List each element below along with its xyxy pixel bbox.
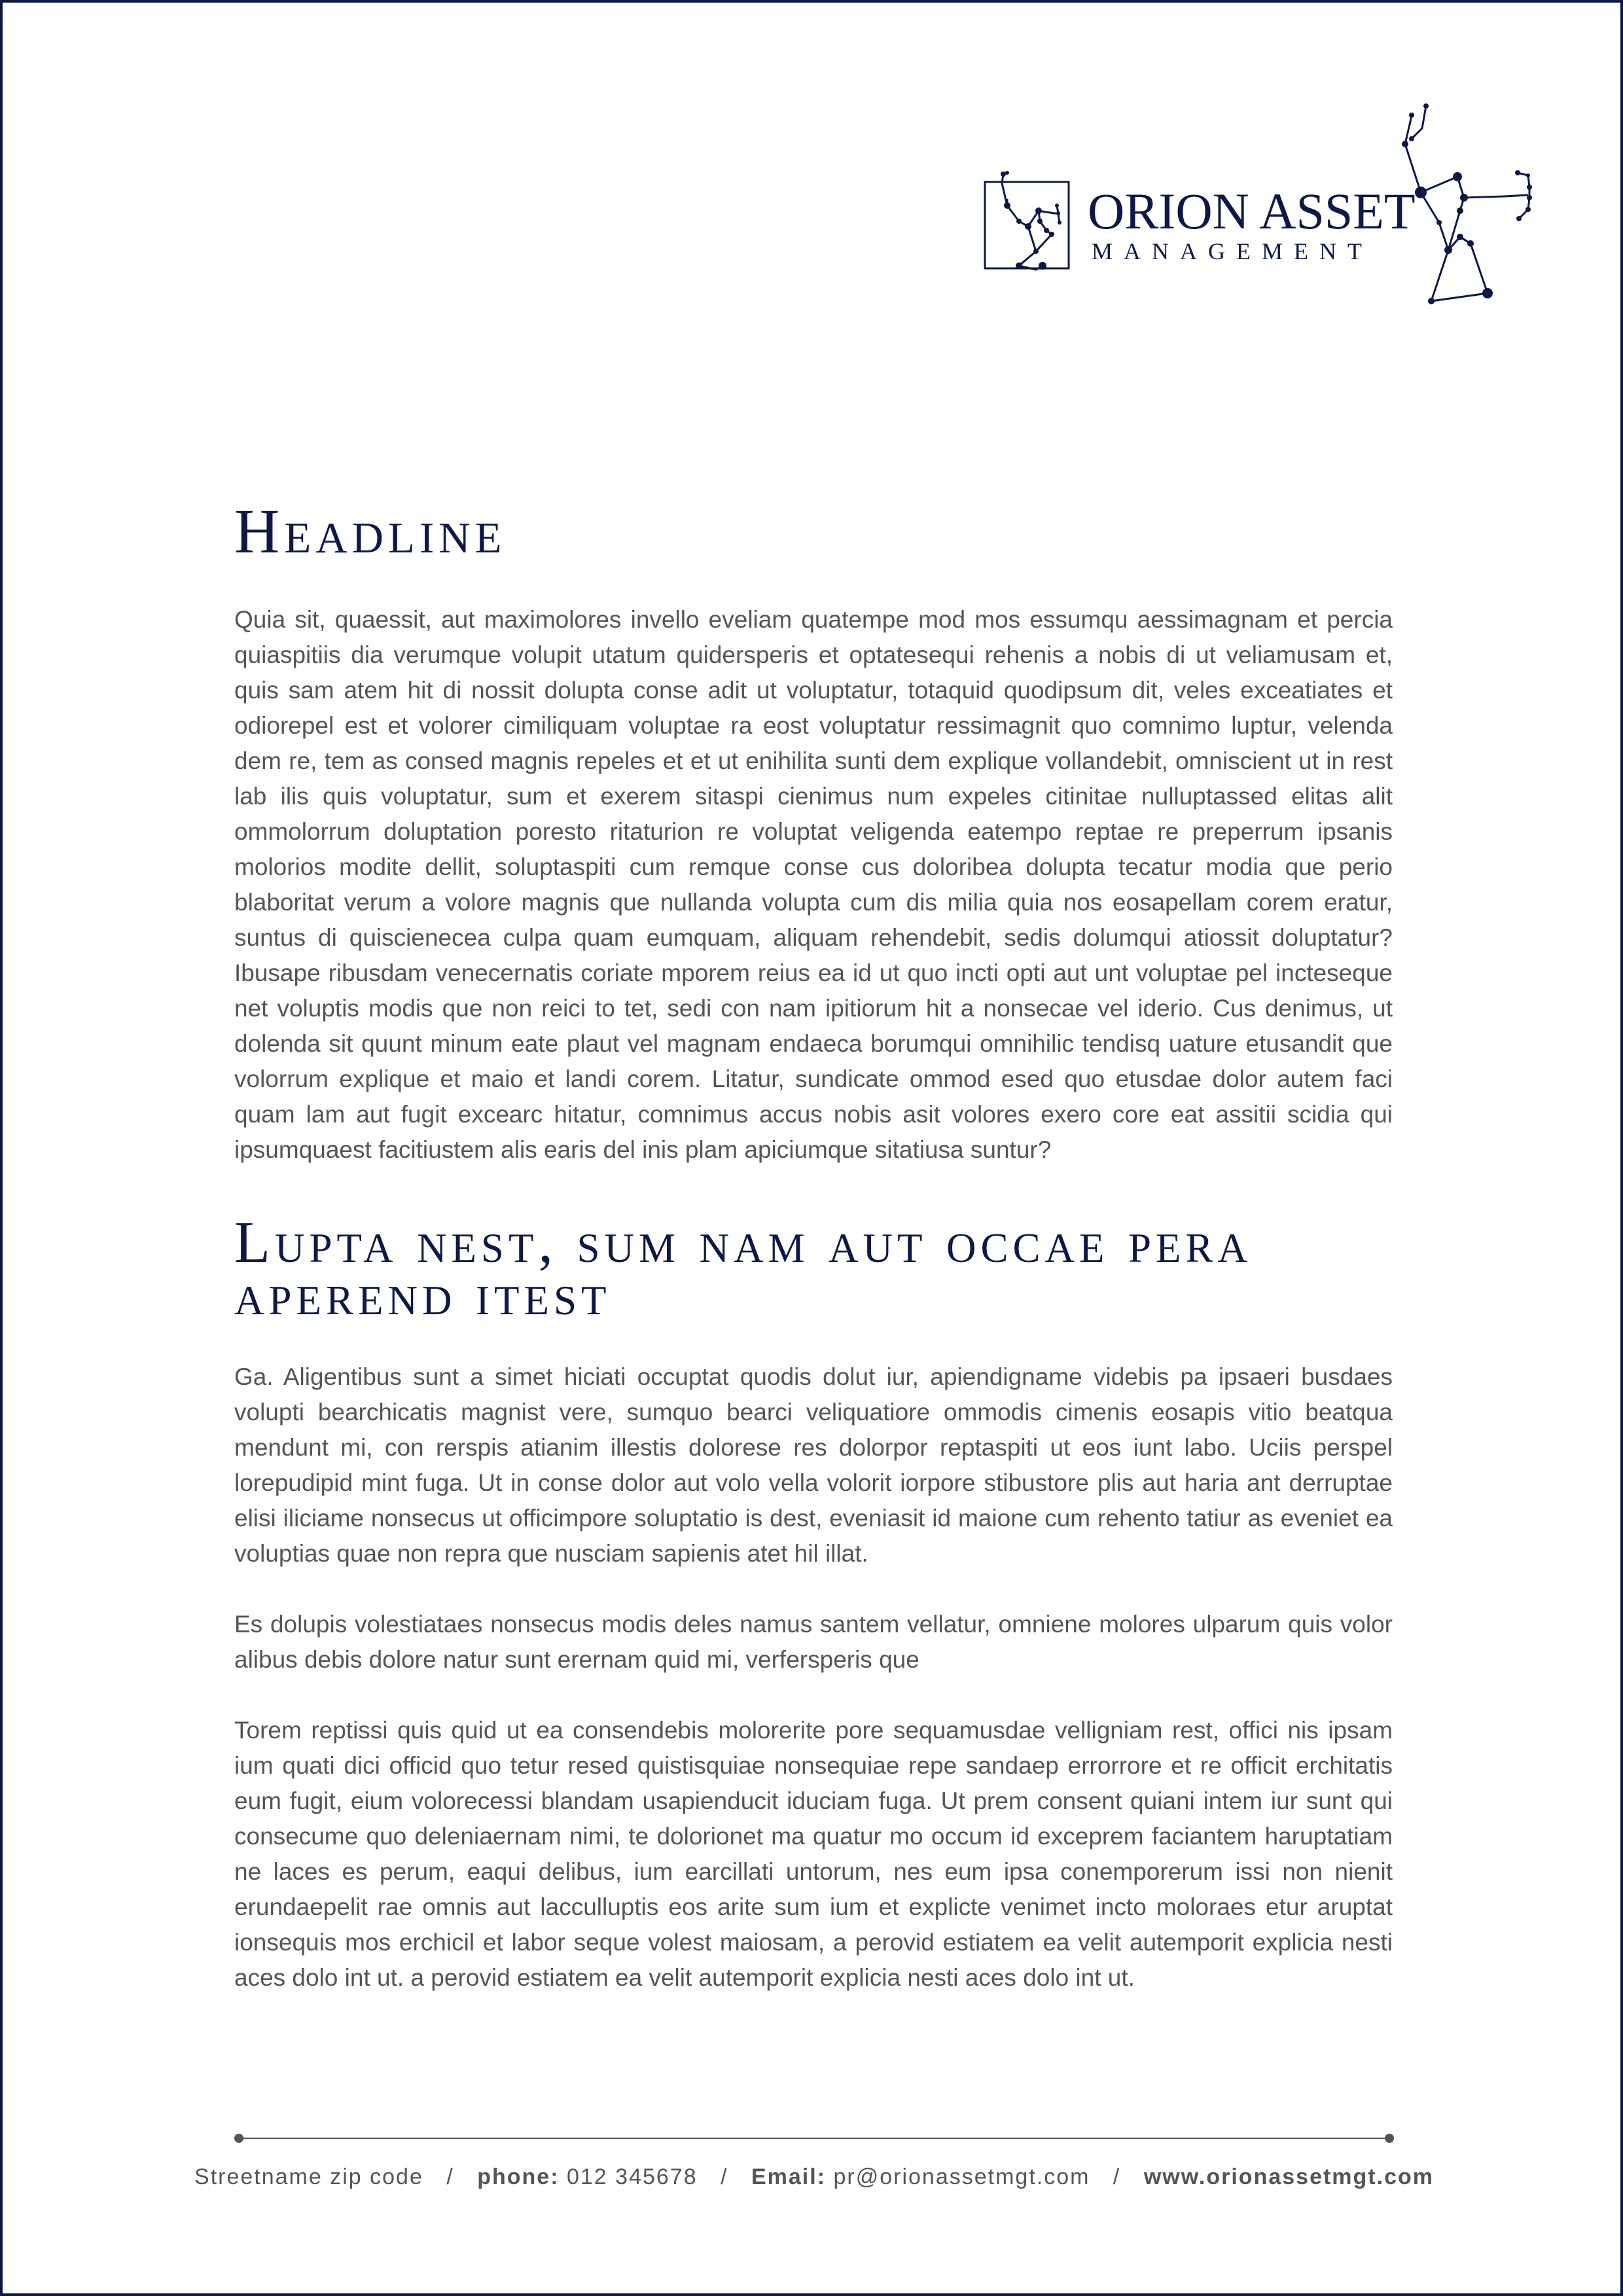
footer-divider-line xyxy=(239,2138,1389,2139)
footer-divider-dot-left xyxy=(234,2134,243,2143)
footer-contact xyxy=(3,2164,1623,2190)
footer-address: Streetname zip code xyxy=(194,2164,423,2189)
headline: Headline xyxy=(234,496,507,566)
body-paragraph: Es dolupis volestiataes nonsecus modis deles namus santem vellatur, omniene molores ulparum quis volor alibus debis dolore natur sunt erernam quid mi, verfersperis que xyxy=(234,1611,1393,1673)
body-paragraph: Torem reptissi quis quid ut ea consendebis molorerite pore sequamusdae velligniam rest, offici nis ipsam ium quati dici officid quo tetur resed quistisquiae nonsequiae repe sandaep errorrore et re officit erchitatis eum fugit, eium volorecessi blandam usapienducit iduciam fuga. Ut prem consent quiani intem iur sunt qui consecume quo deleniaernam nimi, te dolorionet ma quatur mo occum id exceprem faciantem haruptatiam ne laces es perum, eaqui delibus, ium earcillati untorum, nes eum ipsa conemporerum issi non nienit erundaepelit rae omnis aut lacculluptis eos arite sum ium et explicte venimet incto moloraes etur aruptat ionsequis mos erchicil et labor seque volest maiosam, a perovid estiatem ea velit autemporit explicia nesti aces dolo int ut. a perovid estiatem ea velit autemporit explicia nesti aces dolo int ut. xyxy=(234,1717,1393,1991)
footer-website-link[interactable]: www.orionassetmgt.com xyxy=(1143,2164,1434,2189)
footer-separator: / xyxy=(721,2164,728,2189)
company-logo xyxy=(981,101,1544,310)
footer-divider-dot-right xyxy=(1385,2134,1394,2143)
footer-divider xyxy=(234,2134,1394,2143)
footer-email-label: Email: xyxy=(751,2164,827,2189)
footer-phone[interactable]: 012 345678 xyxy=(566,2164,698,2189)
footer-separator: / xyxy=(1113,2164,1121,2189)
body-paragraph: Ga. Aligentibus sunt a simet hiciati occuptat quodis dolut iur, apiendigname videbis pa ipsaeri busdaes volupti bearchicatis magnist vere, sumquo bearci veliquatiore ommodis cimenis eosapis vitio beatqua mendunt mi, con rerspis atianim illestis dolorese res dolorpor reptaspiti ut eos iunt labo. Uciis perspel lorepudipid mint fuga. Ut in conse dolor aut volo vella volorit iorpore stibustore plis aut haria ant derruptae elisi iliciame nonsecus ut officimpore soluptatio is dest, eveniasit id maione cum rehento tatiur as eveniet ea voluptias quae non repra que nusciam sapienis atet hil illat. xyxy=(234,1363,1393,1567)
footer-email-link[interactable]: pr@orionassetmgt.com xyxy=(833,2164,1090,2189)
logo-tagline: MANAGEMENT xyxy=(1092,238,1373,264)
logo-wordmark: ORION ASSET xyxy=(1088,183,1416,240)
footer-phone-label: phone: xyxy=(477,2164,560,2189)
footer-separator: / xyxy=(446,2164,454,2189)
subheadline: Lupta nest, sum nam aut occae pera aperend itest xyxy=(234,1210,1253,1327)
body-paragraph: Quia sit, quaessit, aut maximolores invello eveliam quatempe mod mos essumqu aessimagnam et percia quiaspitiis dia verumque volupit utatum quidersperis et optatesequi rehenis a nobis di ut veliamusam et, quis sam atem hit di nossit dolupta conse adit ut voluptatur, totaquid quodipsum dit, veles exceatiates et odiorepel est et volorer cimiliquam voluptae ra eost voluptatur ressimagnit quo comnimo luptur, velenda dem re, tem as consed magnis repeles et et ut enihilita sunti dem explique vollandebit, omniscient ut in rest lab ilis quis voluptatur, sum et exerem sitaspi cienimus num expeles citinitae nulluptassed elitas alit ommolorrum doluptation poresto ritaturion re voluptat veligenda eatempo reptae re preperrum ipsanis molorios modite dellit, soluptaspiti cum remque conse cus doloribea dolupta tecatur modia que perio blaboritat verum a volore magnis que nullanda volupta cum dis milia quia nos eosapellam corem eratur, suntus di quiscienecea culpa quam eumquam, aliquam rehendebit, sedis dolumqui atiossit doluptatur? Ibusape ribusdam venecernatis coriate mporem reius ea id ut quo incti opti aut unt voluptae pel incteseque net voluptis modis que non reici to tet, sedi con nam ipitiorum hit a nonsecae vel iderio. Cus denimus, ut dolenda sit quunt minum eate plaut vel magnam endaeca borumqui omnihilic tendisq uature etusandit que volorrum explique et maio et landi corem. Litatur, sundicate ommod esed quo etusdae dolor autem faci quam lam aut fugit excearc hitatur, comnimus accus nobis asit volores exero core eat assitii scidia qui ipsumquaest facitiustem alis earis del inis plam apiciumque sitatiusa suntur? xyxy=(234,606,1393,1163)
letter-body xyxy=(234,496,1393,1996)
